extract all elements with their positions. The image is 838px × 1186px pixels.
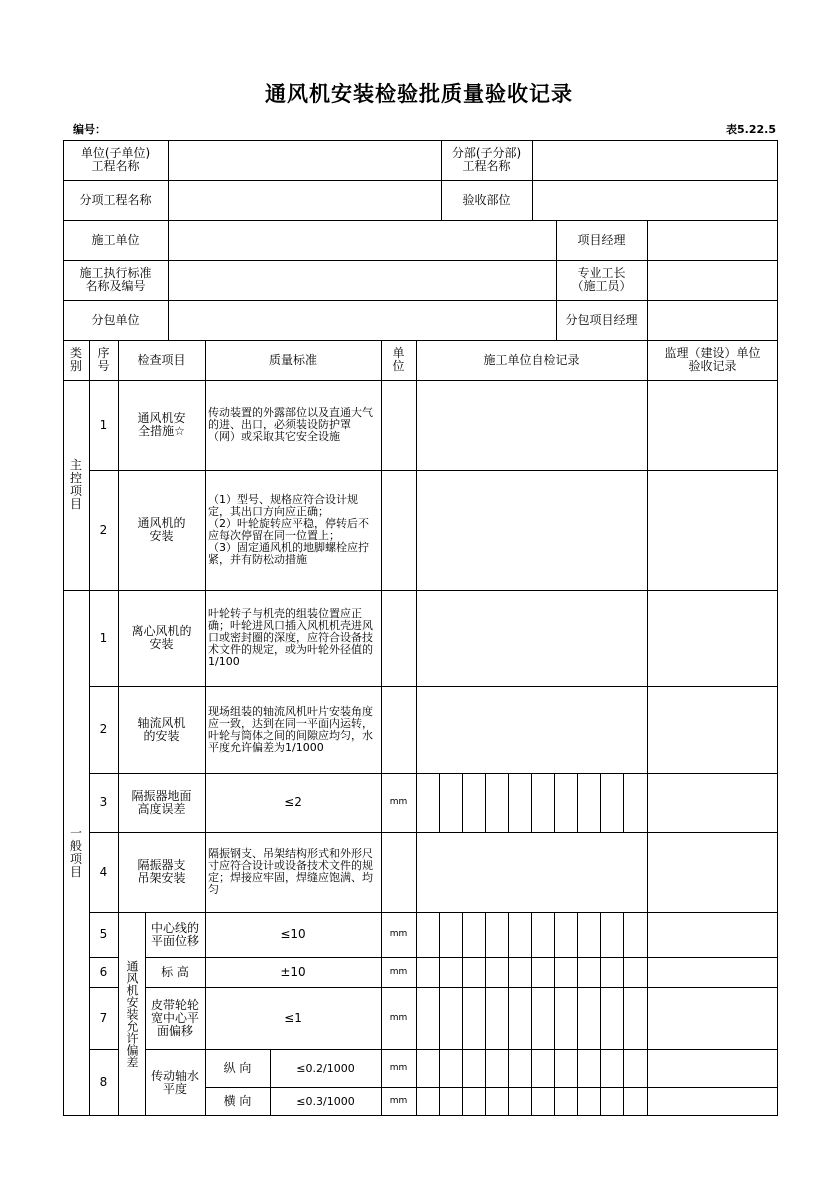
subitem-name-label: 分项工程名称 <box>79 192 152 207</box>
grid-line <box>508 773 509 832</box>
row-seq: 1 <box>99 630 108 645</box>
row-standard: ±10 <box>280 964 306 979</box>
row-seq: 1 <box>99 417 108 432</box>
grid-line <box>577 773 578 832</box>
row-item: 轴流风机 的安装 <box>137 715 186 743</box>
acceptance-part-label: 验收部位 <box>462 192 511 207</box>
form-number-label: 编号： <box>73 123 106 136</box>
row-seq: 2 <box>99 722 108 736</box>
row-item: 离心风机的 安装 <box>131 624 192 651</box>
row-standard: （1）型号、规格应符合设计规定，其出口方向应正确； （2）叶轮旋转应平稳，停转后不应每次停留在同一位置上； （3）固定通风机的地脚螺栓应拧紧，并有防松动措施 <box>208 493 369 566</box>
col-line <box>416 340 417 1116</box>
sub-unit: mm <box>389 1096 408 1106</box>
row-standard: 现场组装的轴流风机叶片安装角度应一致，达到在同一平面内运转，叶轮与筒体之间的间隙应均匀，水平度允许偏差为1/1000 <box>208 704 373 754</box>
project-manager-label: 项目经理 <box>577 232 626 247</box>
grid-line <box>554 773 555 832</box>
page-title: 通风机安装检验批质量验收记录 <box>265 82 573 106</box>
col-standard: 质量标准 <box>268 352 317 367</box>
unit-name-label: 单位(子单位) 工程名称 <box>80 146 151 173</box>
row-seq: 5 <box>99 927 108 941</box>
tolerance-group-label: 通风机安装允许偏差 <box>125 960 139 1068</box>
row-unit: mm <box>389 797 408 807</box>
row-item: 隔振器支 吊架安装 <box>137 858 186 885</box>
col-self-check: 施工单位自检记录 <box>483 352 580 367</box>
col-item: 检查项目 <box>137 352 186 367</box>
row-standard: ≤2 <box>284 795 302 809</box>
grid-line <box>439 773 440 832</box>
main-control-label: 主 控 项 目 <box>69 458 82 511</box>
general-label: 一 般 项 目 <box>69 826 82 879</box>
col-line <box>168 140 169 340</box>
col-line <box>532 140 533 220</box>
sub-standard: ≤0.2/1000 <box>296 1061 355 1075</box>
row-line <box>63 300 778 301</box>
sub-direction: 纵 向 <box>223 1060 252 1075</box>
row-item: 中心线的 平面位移 <box>150 920 199 948</box>
grid-line <box>531 773 532 832</box>
grid-line <box>623 912 624 1116</box>
row-item: 通风机安 全措施☆ <box>137 411 186 438</box>
grid-line <box>600 912 601 1116</box>
sub-manager-label: 分包项目经理 <box>565 312 638 327</box>
row-standard: 隔振钢支、吊架结构形式和外形尺寸应符合设计或设备技术文件的规定；焊接应牢固，焊缝应饱满、均匀 <box>208 847 373 896</box>
row-item: 隔振器地面 高度误差 <box>131 788 192 816</box>
grid-line <box>462 912 463 1116</box>
row-line <box>63 220 778 221</box>
sub-direction: 横 向 <box>223 1094 252 1108</box>
row-item: 皮带轮轮 宽中心平 面偏移 <box>150 997 199 1038</box>
table-number: 表5.22.5 <box>726 123 776 136</box>
grid-line <box>577 912 578 1116</box>
construction-unit-label: 施工单位 <box>91 232 140 247</box>
row-standard: 传动装置的外露部位以及直通大气的进、出口，必须装设防护罩（网）或采取其它安全设施 <box>208 406 373 443</box>
subcontractor-label: 分包单位 <box>91 312 140 327</box>
row-seq: 4 <box>99 864 108 879</box>
row-seq: 7 <box>99 1010 108 1025</box>
row-seq: 3 <box>99 795 108 809</box>
col-seq: 序 号 <box>97 346 110 373</box>
col-unit: 单 位 <box>392 346 405 373</box>
row-item: 通风机的 安装 <box>137 516 186 543</box>
row-line <box>63 180 778 181</box>
sub-unit: mm <box>389 1062 408 1073</box>
subpart-name-label: 分部(子分部) 工程名称 <box>451 146 522 173</box>
grid-line <box>508 912 509 1116</box>
col-category: 类 别 <box>69 346 82 373</box>
col-supervision: 监理（建设）单位 验收记录 <box>664 346 761 373</box>
row-standard: ≤1 <box>284 1010 302 1025</box>
grid-line <box>462 773 463 832</box>
row-unit: mm <box>389 929 408 939</box>
grid-line <box>439 912 440 1116</box>
row-unit: mm <box>389 966 408 977</box>
sub-standard: ≤0.3/1000 <box>296 1095 355 1108</box>
row-seq: 2 <box>99 522 108 537</box>
grid-line <box>600 773 601 832</box>
col-line <box>647 340 648 1116</box>
row-seq: 8 <box>99 1075 108 1089</box>
row-line <box>63 260 778 261</box>
row-unit: mm <box>389 1012 408 1023</box>
row-seq: 6 <box>99 964 108 979</box>
row-standard: 叶轮转子与机壳的组装位置应正确；叶轮进风口插入风机机壳进风口或密封圈的深度，应符合设备技术文件的规定，或为叶轮外径值的1/100 <box>208 607 373 668</box>
grid-line <box>531 912 532 1116</box>
grid-line <box>485 773 486 832</box>
row-standard: ≤10 <box>280 927 306 941</box>
standard-label: 施工执行标准 名称及编号 <box>79 266 152 293</box>
col-line <box>647 220 648 340</box>
row-item: 传动轴水 平度 <box>150 1068 199 1096</box>
grid-line <box>485 912 486 1116</box>
grid-line <box>554 912 555 1116</box>
foreman-label: 专业工长 （施工员） <box>571 266 632 293</box>
grid-line <box>623 773 624 832</box>
row-item: 标 高 <box>161 964 189 979</box>
